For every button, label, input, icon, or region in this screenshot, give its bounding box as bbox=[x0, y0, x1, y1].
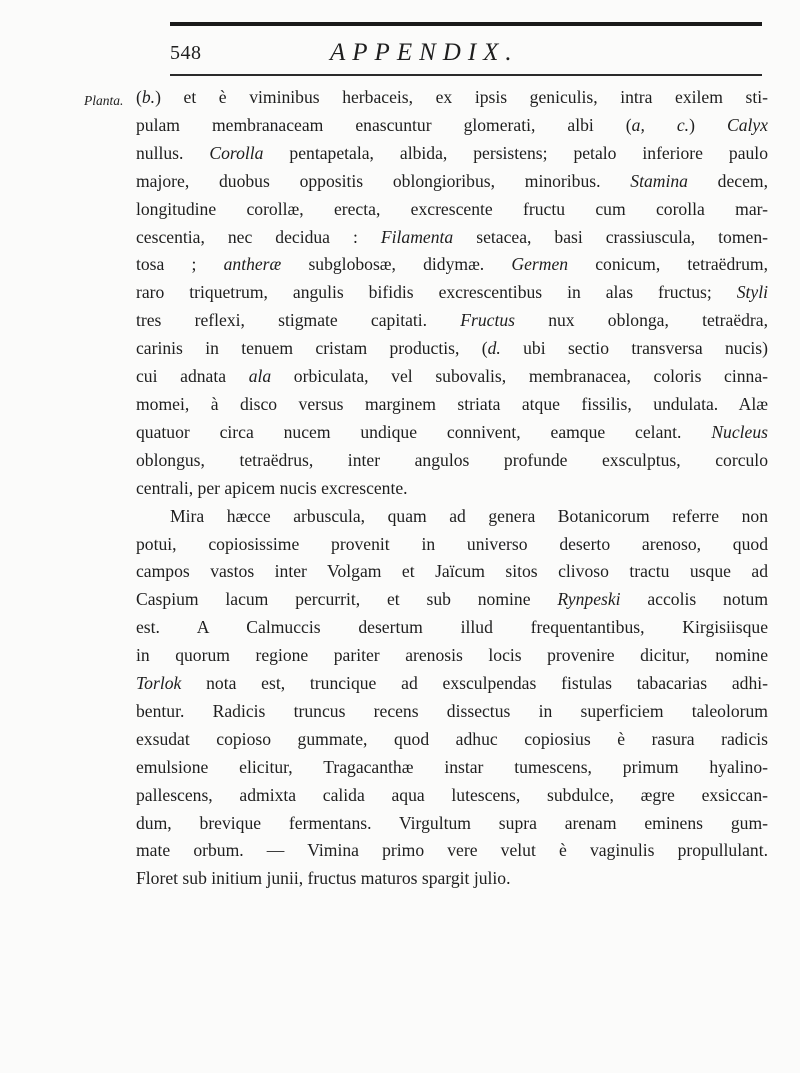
text-run: accolis notum bbox=[620, 589, 769, 610]
text-line bbox=[136, 335, 768, 363]
text-run: bentur. Radicis truncus recens dissectus in superficiem taleolorum bbox=[136, 700, 768, 721]
text-run: tosa ; bbox=[136, 254, 224, 275]
text-run: ) et è viminibus herbaceis, ex ipsis geniculis, intra exilem sti- bbox=[155, 87, 768, 107]
text-line bbox=[136, 754, 768, 782]
text-run: cui adnata bbox=[136, 366, 249, 387]
text-run: setacea, basi crassiuscula, tomen- bbox=[453, 226, 768, 247]
italic-term: Calyx bbox=[726, 114, 768, 135]
text-run: raro triquetrum, angulis bifidis excrescentibus in alas fructus; bbox=[136, 282, 737, 303]
text-run: oblongus, tetraëdrus, inter angulos profunde exsculptus, corculo bbox=[136, 449, 768, 470]
text-run: ( bbox=[136, 87, 142, 107]
text-line bbox=[136, 84, 768, 112]
italic-term: d. bbox=[487, 338, 501, 359]
text-run: carinis in tenuem cristam productis, ( bbox=[136, 338, 488, 359]
text-line bbox=[136, 363, 768, 391]
page-number: 548 bbox=[170, 42, 202, 64]
text-line bbox=[136, 419, 768, 447]
text-run: decem, bbox=[687, 170, 768, 191]
text-line bbox=[136, 698, 768, 726]
text-run: campos vastos inter Volgam et Jaïcum sitos clivoso tractu usque ad bbox=[136, 561, 768, 582]
italic-term: Corolla bbox=[209, 142, 264, 163]
text-line bbox=[136, 614, 768, 642]
text-run: emulsione elicitur, Tragacanthæ instar tumescens, primum hyalino- bbox=[136, 756, 768, 777]
margin-note: Planta. bbox=[84, 93, 124, 108]
text-line bbox=[136, 168, 768, 196]
italic-term: Styli bbox=[736, 282, 768, 303]
italic-term: Fructus bbox=[460, 310, 516, 331]
text-run: Caspium lacum percurrit, et sub nomine bbox=[136, 589, 558, 610]
text-line bbox=[136, 810, 768, 838]
text-run: subglobosæ, didymæ. bbox=[281, 254, 512, 275]
italic-term: ala bbox=[248, 366, 272, 387]
text-line bbox=[136, 642, 768, 670]
italic-term: a, c. bbox=[631, 114, 690, 135]
page-header bbox=[170, 22, 762, 76]
text-run: pentapetala, albida, persistens; petalo inferiore paulo bbox=[263, 142, 768, 163]
text-line bbox=[136, 224, 768, 252]
text-line bbox=[136, 391, 768, 419]
header-rule-bottom bbox=[170, 74, 762, 76]
text-line bbox=[136, 196, 768, 224]
text-run: in quorum regione pariter arenosis locis provenire dicitur, nomine bbox=[136, 645, 768, 666]
text-line bbox=[136, 251, 768, 279]
text-run: exsudat copioso gummate, quod adhuc copiosius è rasura radicis bbox=[136, 728, 768, 749]
text-line bbox=[136, 837, 768, 865]
text-run: quatuor circa nucem undique connivent, eamque celant. bbox=[136, 421, 712, 442]
text-line bbox=[136, 140, 768, 168]
text-run: conicum, tetraëdrum, bbox=[568, 254, 769, 275]
text-line bbox=[136, 307, 768, 335]
body-text bbox=[136, 84, 768, 893]
italic-term: Nucleus bbox=[711, 421, 768, 442]
text-run: dum, brevique fermentans. Virgultum supra arenam eminens gum- bbox=[136, 812, 768, 833]
text-run: cescentia, nec decidua : bbox=[136, 226, 381, 247]
text-run: momei, à disco versus marginem striata atque fissilis, undulata. Alæ bbox=[136, 393, 768, 414]
header-rule-top bbox=[170, 22, 762, 26]
text-line bbox=[136, 670, 768, 698]
text-line bbox=[136, 112, 768, 140]
text-line bbox=[136, 558, 768, 586]
italic-term: b. bbox=[141, 87, 156, 107]
text-line bbox=[136, 782, 768, 810]
text-run: Floret sub initium junii, fructus maturos spargit julio. bbox=[136, 868, 511, 889]
text-run: mate orbum. — Vimina primo vere velut è vaginulis propullulant. bbox=[136, 840, 768, 861]
text-run: ) bbox=[689, 114, 727, 135]
text-run: ubi sectio transversa nucis) bbox=[500, 338, 768, 359]
text-run: pulam membranaceam enascuntur glomerati, albi ( bbox=[136, 114, 632, 135]
text-run: nux oblonga, tetraëdra, bbox=[515, 310, 768, 331]
italic-term: Filamenta bbox=[380, 226, 454, 247]
running-head: APPENDIX. bbox=[330, 39, 519, 66]
text-run: longitudine corollæ, erecta, excrescente fructu cum corolla mar- bbox=[136, 198, 768, 219]
italic-term: Rynpeski bbox=[557, 589, 621, 610]
text-run: centrali, per apicem nucis excrescente. bbox=[136, 477, 408, 498]
text-line bbox=[136, 447, 768, 475]
text-run: est. A Calmuccis desertum illud frequentantibus, Kirgisiisque bbox=[136, 617, 768, 638]
text-line bbox=[136, 865, 768, 893]
text-line bbox=[136, 531, 768, 559]
italic-term: Torlok bbox=[136, 673, 182, 694]
text-run: majore, duobus oppositis oblongioribus, minoribus. bbox=[136, 170, 631, 191]
text-line bbox=[136, 586, 768, 614]
text-run: pallescens, admixta calida aqua lutescens, subdulce, ægre exsiccan- bbox=[136, 784, 768, 805]
text-line bbox=[136, 279, 768, 307]
text-run: nullus. bbox=[136, 142, 210, 163]
text-run: nota est, truncique ad exsculpendas fistulas tabacarias adhi- bbox=[181, 673, 768, 694]
italic-term: Stamina bbox=[630, 170, 688, 191]
text-line bbox=[136, 726, 768, 754]
text-run: tres reflexi, stigmate capitati. bbox=[136, 310, 461, 331]
text-run: orbiculata, vel subovalis, membranacea, coloris cinna- bbox=[271, 366, 769, 387]
italic-term: antheræ bbox=[223, 254, 282, 275]
text-run: potui, copiosissime provenit in universo deserto arenoso, quod bbox=[136, 533, 768, 554]
italic-term: Germen bbox=[511, 254, 569, 275]
text-line bbox=[136, 503, 768, 531]
text-line bbox=[136, 475, 768, 503]
text-run: Mira hæcce arbuscula, quam ad genera Botanicorum referre non bbox=[170, 505, 768, 526]
